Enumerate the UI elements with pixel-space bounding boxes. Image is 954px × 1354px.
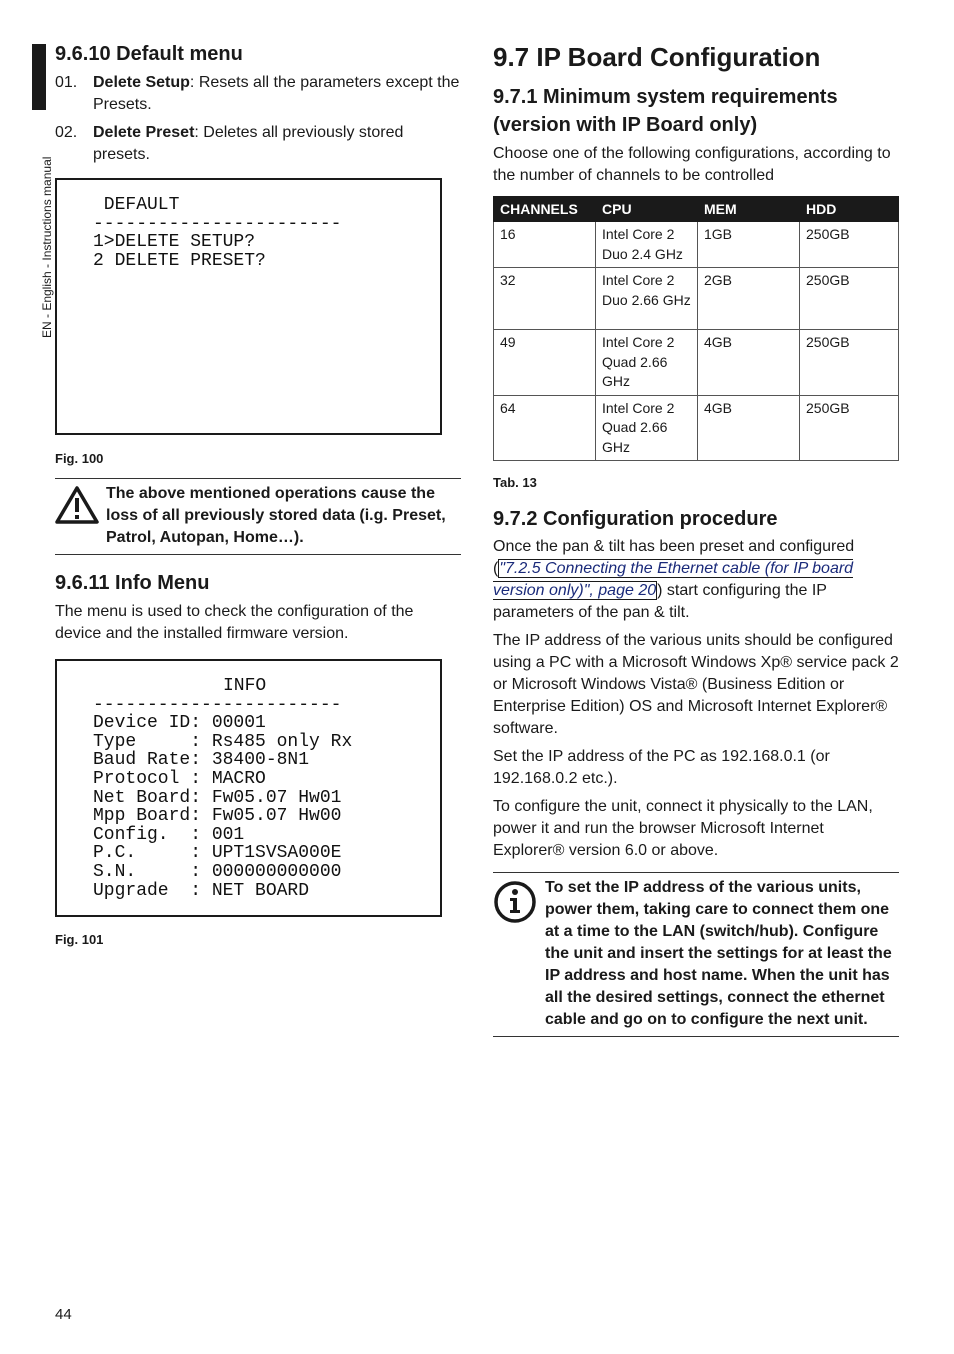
sidebar-label: EN - English - Instructions manual: [40, 156, 54, 338]
table-row: [494, 330, 899, 396]
table-header: CPU: [596, 197, 698, 222]
list-item-text: [93, 72, 461, 116]
info-screen-title: INFO: [223, 676, 267, 696]
figure-caption: Fig. 101: [55, 932, 104, 947]
info-menu-text: The menu is used to check the configuration of the device and the installed firmware version.: [55, 603, 414, 642]
procedure-paragraph: [493, 536, 899, 624]
chapter-heading: 9.7 IP Board Configuration: [493, 42, 821, 72]
page-number: 44: [55, 1306, 72, 1323]
default-menu-heading: 9.6.10 Default menu: [55, 43, 243, 65]
table-header-row: [494, 197, 899, 222]
table-cell: Intel Core 2 Quad 2.66 GHz: [596, 395, 698, 461]
list-item-term: Delete Setup: [93, 74, 190, 91]
list-item-term: Delete Preset: [93, 124, 195, 141]
table-row: [494, 268, 899, 330]
table-cell: 4GB: [698, 395, 800, 461]
info-note: [493, 872, 899, 1037]
list-item-text: [93, 122, 461, 166]
table-row: [494, 222, 899, 268]
figure-caption: Fig. 100: [55, 451, 104, 466]
requirements-text: Choose one of the following configurations, according to the number of channels to be controlled: [493, 145, 891, 184]
table-cell: 64: [494, 395, 596, 461]
info-screen-body: ----------------------- Device ID: 00001 Type : Rs485 only Rx Baud Rate: 38400-8N1 Protocol : MACRO Net Board: Fw05.07 Hw01 Mpp Board: Fw05.07 Hw00 Config. : 001 P.C. : UPT1SVSA000E S.N. : 000000000000 Upgrade : NET BOARD: [93, 694, 353, 901]
table-cell: Intel Core 2 Duo 2.4 GHz: [596, 222, 698, 268]
warning-text: The above mentioned operations cause the loss of all previously stored data (i.g. Preset, Patrol, Autopan, Home…).: [106, 485, 446, 546]
procedure-paragraph: To configure the unit, connect it physically to the LAN, power it and run the browser Microsoft Internet Explorer® version 6.0 or above.: [493, 798, 873, 859]
procedure-paragraph: Set the IP address of the PC as 192.168.0.1 (or 192.168.0.2 etc.).: [493, 748, 830, 787]
table-cell: 2GB: [698, 268, 800, 330]
table-header: HDD: [800, 197, 899, 222]
procedure-heading: 9.7.2 Configuration procedure: [493, 508, 778, 530]
list-item-number: 01.: [55, 74, 78, 91]
info-icon: [493, 879, 539, 925]
default-menu-screen: DEFAULT ----------------------- 1>DELETE SETUP? 2 DELETE PRESET?: [55, 178, 442, 435]
table-cell: 250GB: [800, 395, 899, 461]
requirements-table: [493, 196, 899, 461]
info-note-text: To set the IP address of the various units, power them, taking care to connect them one at a time to the LAN (switch/hub). Configure the unit and insert the settings for at least the IP address and host name. When the unit has all the desired settings, connect the ethernet cable and go on to configure the next unit.: [545, 879, 892, 1028]
procedure-text: Once the pan & tilt has been preset and configured (: [493, 538, 855, 577]
right-column: [493, 40, 899, 1037]
table-cell: Intel Core 2 Duo 2.66 GHz: [596, 268, 698, 330]
list-item-desc: : Resets all the parameters except the Presets.: [93, 74, 460, 113]
table-cell: 32: [494, 268, 596, 330]
table-header: MEM: [698, 197, 800, 222]
table-caption: Tab. 13: [493, 475, 537, 490]
procedure-paragraph: The IP address of the various units should be configured using a PC with a Microsoft Windows Xp® service pack 2 or Microsoft Windows Vista® (Business Edition or Enterprise Edition) OS and Microsoft Internet Explorer® software.: [493, 632, 899, 737]
table-cell: 4GB: [698, 330, 800, 396]
warning-icon: [55, 485, 103, 525]
list-item: [55, 122, 461, 166]
requirements-heading: 9.7.1 Minimum system requirements (version with IP Board only): [493, 86, 838, 136]
sidebar-marker: [32, 44, 46, 110]
table-cell: 250GB: [800, 268, 899, 330]
table-cell: 49: [494, 330, 596, 396]
table-header: CHANNELS: [494, 197, 596, 222]
table-cell: 16: [494, 222, 596, 268]
default-menu-list: [55, 72, 461, 166]
list-item: [55, 72, 461, 116]
list-item-number: 02.: [55, 124, 78, 141]
info-menu-screen: [55, 659, 442, 917]
left-column: [55, 40, 461, 947]
procedure-text: ) start configuring the IP parameters of the pan & tilt.: [493, 582, 827, 621]
table-cell: 250GB: [800, 330, 899, 396]
list-item-desc: : Deletes all previously stored presets.: [93, 124, 404, 163]
table-row: [494, 395, 899, 461]
table-cell: Intel Core 2 Quad 2.66 GHz: [596, 330, 698, 396]
warning-note: [55, 478, 461, 555]
cross-reference-link[interactable]: "7.2.5 Connecting the Ethernet cable (for IP board version only)", page 20: [493, 560, 854, 599]
table-cell: 250GB: [800, 222, 899, 268]
info-menu-heading: 9.6.11 Info Menu: [55, 572, 210, 594]
table-cell: 1GB: [698, 222, 800, 268]
